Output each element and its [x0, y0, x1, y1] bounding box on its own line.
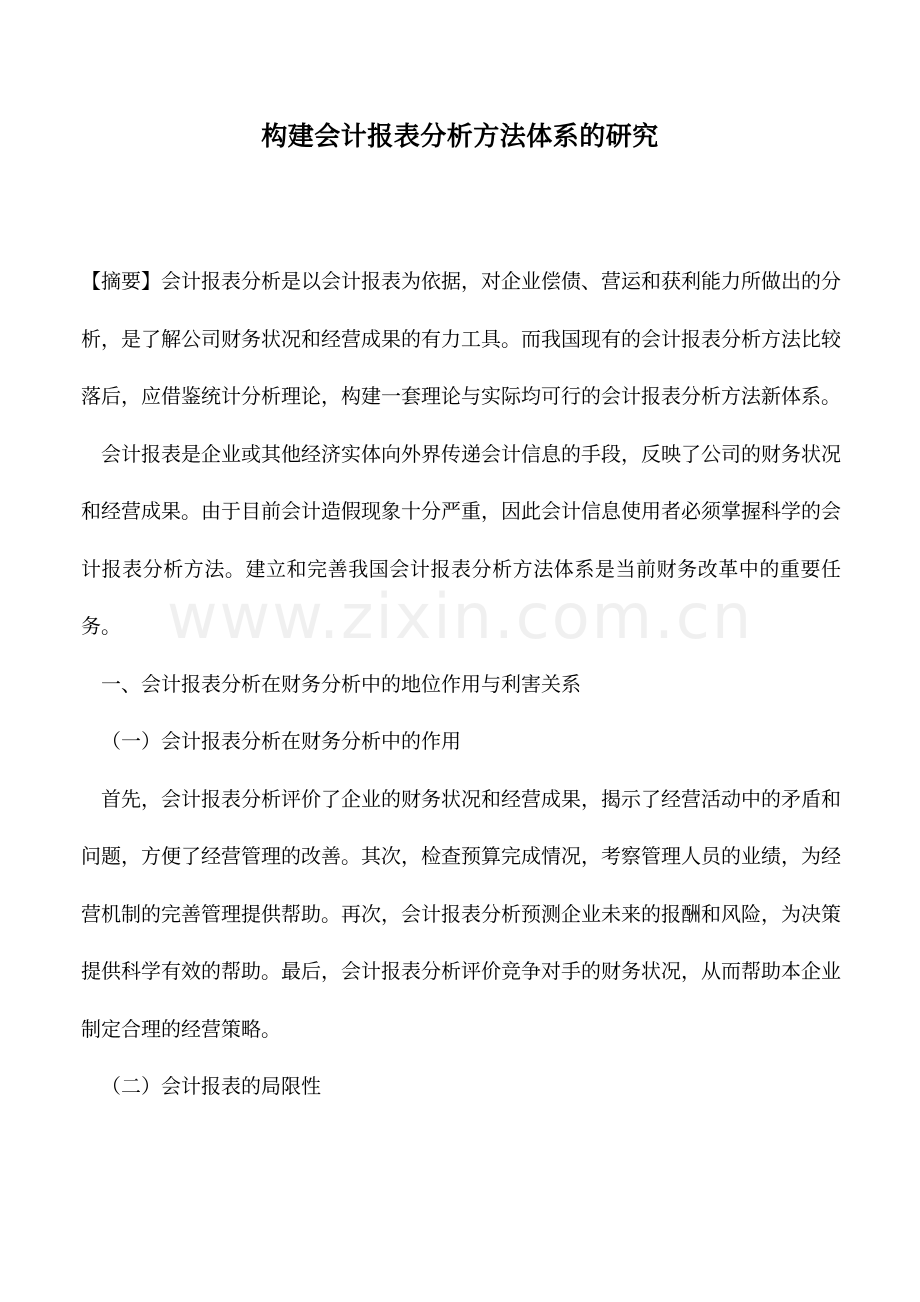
intro-paragraph: 会计报表是企业或其他经济实体向外界传递会计信息的手段，反映了公司的财务状况和经营成果。由于目前会计造假现象十分严重，因此会计信息使用者必须掌握科学的会计报表分析方法。建立和完善我国会计报表分析方法体系是当前财务改革中的重要任务。 [81, 441, 841, 638]
watermark: www.zixin.com.cn [166, 580, 754, 653]
abstract-paragraph: 【摘要】会计报表分析是以会计报表为依据，对企业偿债、营运和获利能力所做出的分析，是了解公司财务状况和经营成果的有力工具。而我国现有的会计报表分析方法比较落后，应借鉴统计分析理论，构建一套理论与实际均可行的会计报表分析方法新体系。 [81, 269, 841, 408]
document-body [81, 253, 841, 1116]
subsection-heading-1: （一）会计报表分析在财务分析中的作用 [101, 729, 461, 753]
section-heading-1: 一、会计报表分析在财务分析中的地位作用与利害关系 [101, 671, 581, 696]
body-paragraph-roles: 首先，会计报表分析评价了企业的财务状况和经营成果，揭示了经营活动中的矛盾和问题，方便了经营管理的改善。其次，检查预算完成情况，考察管理人员的业绩，为经营机制的完善管理提供帮助。再次，会计报表分析预测企业未来的报酬和风险，为决策提供科学有效的帮助。最后，会计报表分析评价竞争对手的财务状况，从而帮助本企业制定合理的经营策略。 [81, 786, 841, 1041]
subsection-heading-2: （二）会计报表的局限性 [101, 1074, 321, 1098]
document-title: 构建会计报表分析方法体系的研究 [261, 122, 659, 152]
